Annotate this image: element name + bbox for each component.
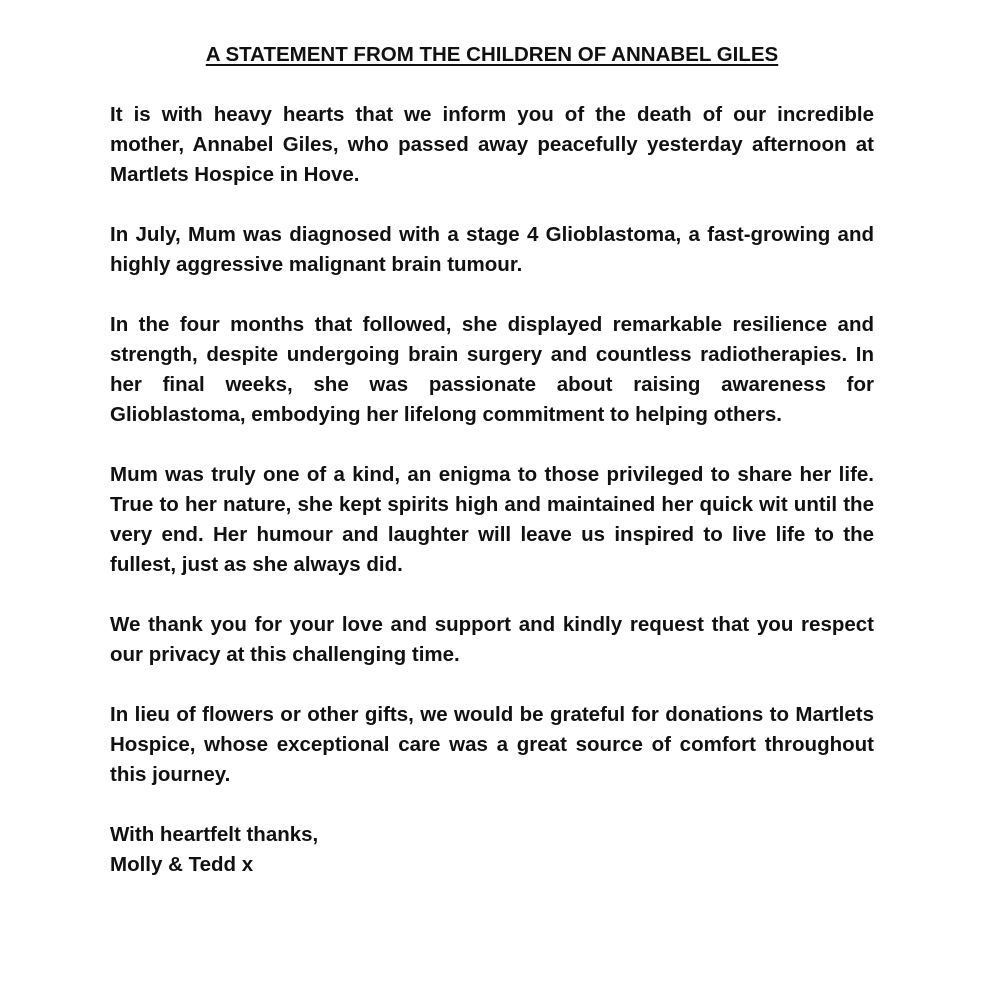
closing-line: With heartfelt thanks, [110, 823, 319, 846]
paragraph-diagnosis: In July, Mum was diagnosed with a stage 4 Glioblastoma, a fast-growing and highly aggressive malignant brain tumour. [110, 223, 874, 276]
signature: Molly & Tedd x [110, 853, 254, 876]
document-title: A STATEMENT FROM THE CHILDREN OF ANNABEL GILES [205, 43, 779, 66]
paragraph-privacy-request: We thank you for your love and support and kindly request that you respect our privacy at this challenging time. [110, 613, 874, 666]
paragraph-resilience: In the four months that followed, she displayed remarkable resilience and strength, despite undergoing brain surgery and countless radiotherapies. In her final weeks, she was passionate about raising awareness for Glioblastoma, embodying her lifelong commitment to helping others. [110, 313, 874, 426]
paragraph-announcement: It is with heavy hearts that we inform you of the death of our incredible mother, Annabel Giles, who passed away peacefully yesterday afternoon at Martlets Hospice in Hove. [110, 103, 874, 186]
sign-off [110, 820, 874, 880]
statement-document [110, 40, 874, 880]
paragraph-donations: In lieu of flowers or other gifts, we would be grateful for donations to Martlets Hospice, whose exceptional care was a great source of comfort throughout this journey. [110, 703, 874, 786]
paragraph-tribute: Mum was truly one of a kind, an enigma to those privileged to share her life. True to her nature, she kept spirits high and maintained her quick wit until the very end. Her humour and laughter will leave us inspired to live life to the fullest, just as she always did. [110, 463, 874, 576]
